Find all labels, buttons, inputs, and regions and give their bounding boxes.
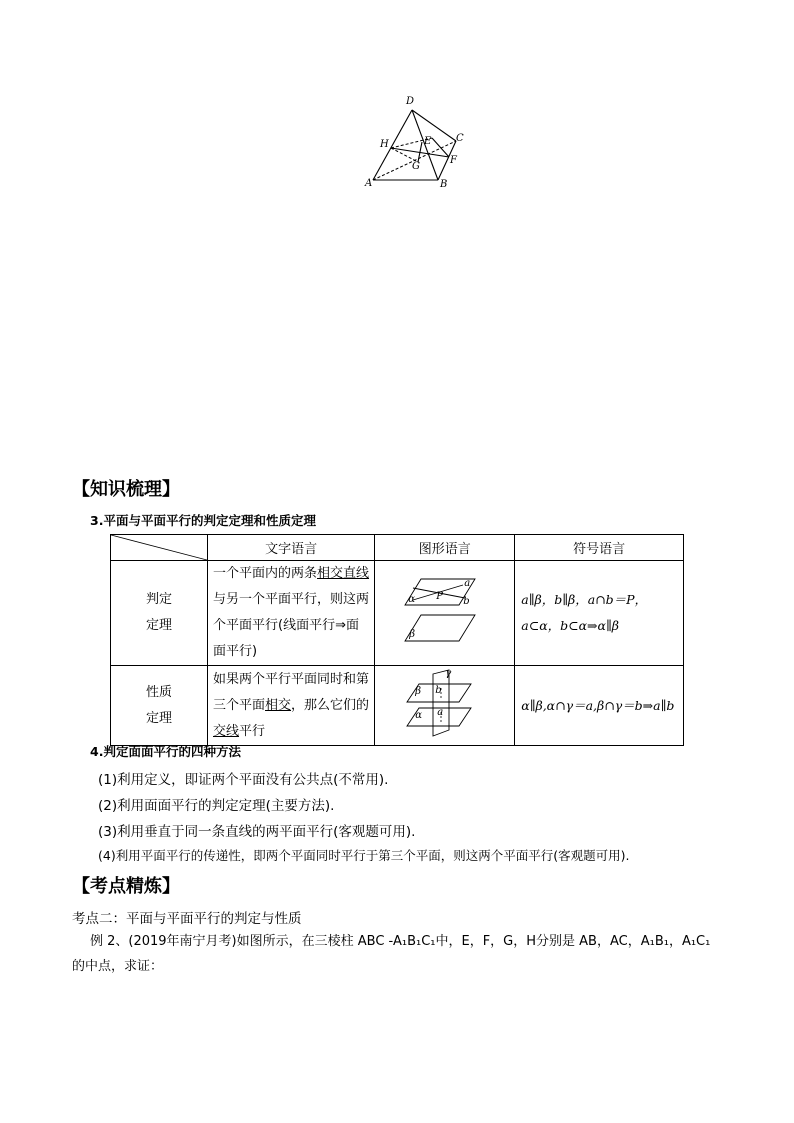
methods-title: 4.判定面面平行的四种方法 bbox=[90, 744, 241, 759]
table-row bbox=[111, 666, 684, 746]
row-name-line2: 定理 bbox=[145, 618, 172, 633]
row-name-judgment bbox=[111, 561, 208, 666]
fig-label-beta2: β bbox=[415, 686, 422, 697]
row-text-judgment bbox=[208, 561, 375, 666]
label-F: F bbox=[450, 155, 457, 166]
label-B: B bbox=[440, 179, 448, 190]
fig-label-P: P bbox=[436, 590, 443, 602]
text-underlined: 相交 bbox=[265, 697, 292, 713]
label-G: G bbox=[412, 161, 420, 172]
text-part: 如果两个平行平面同时和第三个平面 bbox=[213, 671, 370, 713]
example-line-2: 的中点，求证： bbox=[72, 959, 164, 974]
label-H: H bbox=[380, 139, 389, 150]
row-symbol-property: α∥β,α∩γ＝a,β∩γ＝b⇒a∥b bbox=[515, 666, 684, 746]
label-C: C bbox=[456, 133, 464, 144]
header-symbol-language: 符号语言 bbox=[515, 535, 684, 561]
text-part: 平行 bbox=[239, 723, 266, 739]
method-item-3: (3)利用垂直于同一条直线的两平面平行(客观题可用). bbox=[98, 824, 416, 840]
theorem-subtitle: 3.平面与平面平行的判定定理和性质定理 bbox=[90, 513, 316, 528]
text-underlined: 交线 bbox=[213, 723, 240, 739]
tetrahedron-figure bbox=[360, 95, 470, 195]
header-text-language: 文字语言 bbox=[208, 535, 375, 561]
header-corner-cell bbox=[111, 535, 208, 561]
topic-line: 考点二：平面与平面平行的判定与性质 bbox=[72, 911, 302, 927]
row-figure-property bbox=[375, 666, 515, 746]
row-name-line1: 判定 bbox=[145, 592, 172, 607]
fig-label-beta: β bbox=[409, 628, 416, 640]
section-heading-knowledge: 【知识梳理】 bbox=[72, 479, 180, 500]
fig-label-b: b bbox=[463, 595, 470, 607]
label-E: E bbox=[424, 136, 432, 147]
row-symbol-judgment: a∥β，b∥β，a∩b＝P，a⊂α，b⊂α⇒α∥β bbox=[515, 561, 684, 666]
fig-label-alpha2: α bbox=[415, 710, 423, 721]
section-heading-exercise: 【考点精炼】 bbox=[72, 876, 180, 897]
text-part: 一个平面内的两条 bbox=[213, 566, 318, 581]
method-item-2: (2)利用面面平行的判定定理(主要方法). bbox=[98, 798, 335, 814]
theorem-table bbox=[110, 534, 684, 746]
fig-label-a2: a bbox=[437, 707, 444, 718]
example-line-1: 例 2、(2019年南宁月考)如图所示，在三棱柱 ABC -A₁B₁C₁中，E，F，G，H分别是 AB，AC，A₁B₁，A₁C₁ bbox=[90, 934, 711, 949]
label-A: A bbox=[365, 178, 373, 189]
text-underlined: 相交直线 bbox=[317, 566, 370, 581]
row-text-property bbox=[208, 666, 375, 746]
row-name-line1: 性质 bbox=[145, 684, 172, 700]
method-item-1: (1)利用定义，即证两个平面没有公共点(不常用). bbox=[98, 772, 389, 788]
text-part: ，那么它们的 bbox=[291, 697, 370, 713]
label-D: D bbox=[406, 96, 415, 107]
fig-label-a: a bbox=[464, 577, 471, 589]
fig-label-gamma: γ bbox=[445, 668, 452, 679]
header-figure-language: 图形语言 bbox=[375, 535, 515, 561]
table-row bbox=[111, 561, 684, 666]
row-figure-judgment bbox=[375, 561, 515, 666]
row-name-property bbox=[111, 666, 208, 746]
fig-label-b2: b bbox=[435, 685, 442, 696]
method-item-4: (4)利用平面平行的传递性，即两个平面同时平行于第三个平面，则这两个平面平行(客观题可用). bbox=[98, 848, 630, 863]
row-name-line2: 定理 bbox=[145, 710, 172, 726]
fig-label-alpha: α bbox=[408, 593, 416, 605]
table-header-row bbox=[111, 535, 684, 561]
text-part: 与另一个平面平行，则这两个平面平行(线面平行⇒面面平行) bbox=[213, 592, 370, 659]
